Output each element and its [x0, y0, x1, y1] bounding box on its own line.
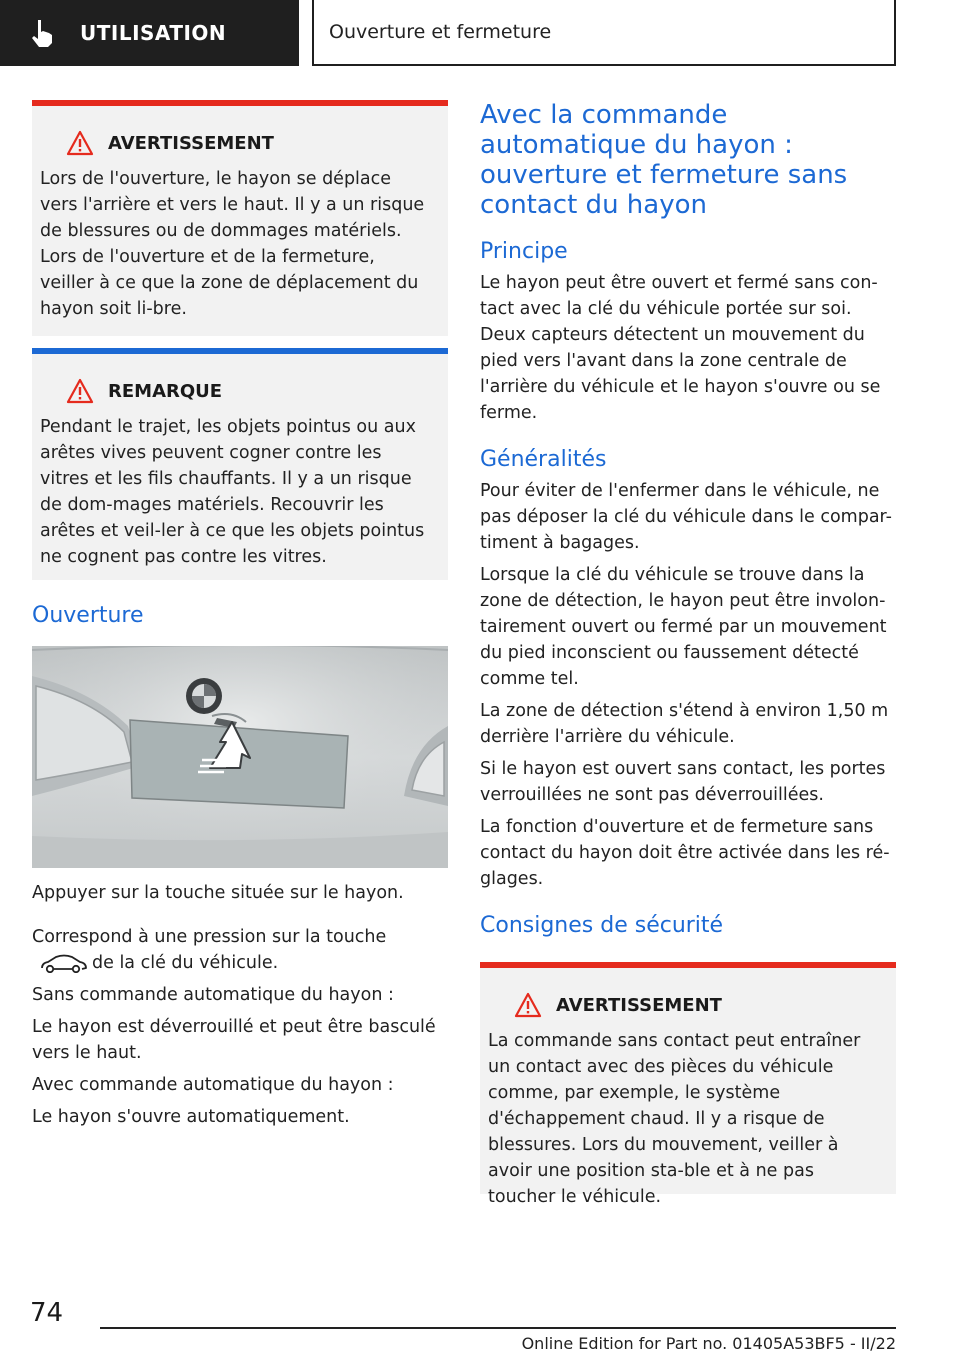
footer-divider	[100, 1327, 896, 1329]
topic-title: Ouverture et fermeture	[329, 21, 552, 43]
note-box	[32, 348, 448, 580]
subheading-generalites: Généralités	[480, 447, 607, 472]
warning-triangle-icon	[66, 130, 94, 156]
tailgate-illustration	[32, 646, 448, 868]
paragraph: La fonction d'ouverture et de fermeture sans contact du hayon doit être activée dans les ré-glages.	[480, 817, 890, 889]
warning-text: La commande sans contact peut entraîner un contact avec des pièces du véhicule comme, par exemple, le système d'échappement chaud. Il y a risque de blessures. Lors du mouvement, veiller à avoir une position sta-ble et à ne pas toucher le véhicule.	[488, 1031, 861, 1207]
paragraph: Avec commande automatique du hayon :	[32, 1075, 394, 1095]
paragraph: Appuyer sur la touche située sur le hayon.	[32, 883, 404, 903]
paragraph: Si le hayon est ouvert sans contact, les portes verrouillées ne sont pas déverrouillées.	[480, 759, 886, 805]
page-number: 74	[30, 1298, 64, 1328]
warning-triangle-icon	[514, 992, 542, 1018]
note-box-header	[66, 376, 432, 406]
warning-text: Lors de l'ouverture, le hayon se déplace vers l'arrière et vers le haut. Il y a un risque de blessures ou de dommages matériels. Lors de l'ouverture et de la fermeture, veiller à ce que la zone de déplacement du hayon soit li-bre.	[40, 169, 425, 319]
note-text: Pendant le trajet, les objets pointus ou aux arêtes vives peuvent cogner contre les vitres et les fils chauffants. Il y a un risque de dom-mages matériels. Recouvrir les arêtes et veil-ler à ce que les objets pointus ne cognent pas contre les vitres.	[40, 417, 425, 567]
warning-box-1	[32, 100, 448, 336]
warning-triangle-icon	[66, 378, 94, 404]
right-column	[480, 100, 896, 1207]
paragraph: Sans commande automatique du hayon :	[32, 985, 394, 1005]
section-title: UTILISATION	[80, 21, 227, 45]
warning-title: AVERTISSEMENT	[108, 132, 274, 154]
left-column	[32, 100, 448, 1130]
subheading-consignes: Consignes de sécurité	[480, 913, 724, 938]
warning-box-2	[480, 962, 896, 1207]
section-header	[0, 0, 299, 66]
edition-label: Online Edition for Part no. 01405A53BF5 - II/22	[521, 1334, 896, 1353]
paragraph: Pour éviter de l'enfermer dans le véhicule, ne pas déposer la clé du véhicule dans le compar-timent à bagages.	[480, 481, 892, 553]
paragraph: Le hayon est déverrouillé et peut être basculé vers le haut.	[32, 1017, 436, 1063]
paragraph: Le hayon s'ouvre automatiquement.	[32, 1107, 350, 1127]
main-heading: Avec la commande automatique du hayon : ouverture et fermeture sans contact du hayon	[480, 100, 848, 220]
warning-box-header	[66, 128, 432, 158]
paragraph-text: de la clé du véhicule.	[92, 953, 279, 973]
note-title: REMARQUE	[108, 380, 223, 402]
paragraph: Lorsque la clé du véhicule se trouve dans la zone de détection, le hayon peut être involon-tairement ouvert ou fermé par un mouvement du pied inconscient ou faussement détecté comme tel.	[480, 565, 887, 689]
hand-pointer-icon	[26, 16, 60, 50]
paragraph: Le hayon peut être ouvert et fermé sans con-tact avec la clé du véhicule portée sur soi. Deux capteurs détectent un mouvement du pied vers l'avant dans la zone centrale de l'arrière du véhicule et le hayon s'ouvre ou se ferme.	[480, 273, 881, 423]
car-icon	[40, 953, 88, 973]
section-heading-ouverture: Ouverture	[32, 603, 144, 628]
subheading-principe: Principe	[480, 239, 568, 264]
paragraph: La zone de détection s'étend à environ 1,50 m derrière l'arrière du véhicule.	[480, 701, 889, 747]
paragraph-text: Correspond à une pression sur la touche	[32, 927, 387, 947]
paragraph	[32, 924, 448, 976]
warning-title: AVERTISSEMENT	[556, 994, 722, 1016]
topic-header	[312, 0, 896, 66]
warning-box-header	[514, 990, 880, 1020]
